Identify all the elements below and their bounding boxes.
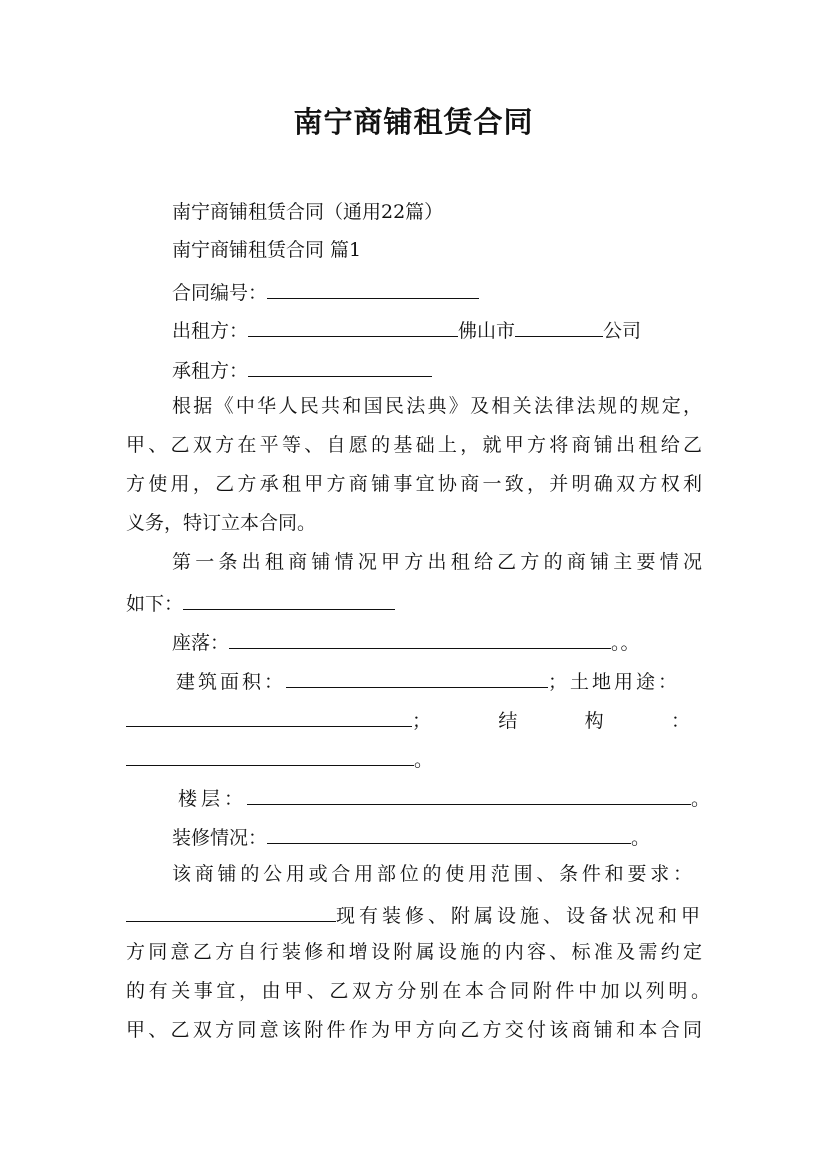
- area-line: [176, 667, 680, 694]
- para2-line-3: 的有关事宜，由甲、乙双方分别在本合同附件中加以列明。: [126, 980, 710, 1002]
- para2-first-text: 现有装修、附属设施、设备状况和甲: [336, 905, 700, 927]
- art1-line-2: [126, 589, 395, 616]
- structure-line: [126, 706, 690, 733]
- lessor-company-blank: [515, 316, 603, 337]
- area-blank: [286, 667, 548, 688]
- contract-no-blank: [267, 278, 479, 299]
- location-blank: [229, 628, 611, 649]
- para2-line-2: 方同意乙方自行装修和增设附属设施的内容、标准及需约定: [126, 941, 702, 963]
- floor-end: 。: [691, 788, 715, 810]
- decor-label: 装修情况：: [172, 827, 268, 849]
- lessor-company: 公司: [603, 320, 642, 342]
- art1-blank: [183, 589, 395, 610]
- para2-line-4: 甲、乙双方同意该附件作为甲方向乙方交付该商铺和本合同: [126, 1019, 702, 1041]
- contract-no-label: 合同编号：: [172, 282, 268, 304]
- area-label: 建筑面积：: [176, 671, 287, 693]
- land-use-blank: [126, 706, 412, 727]
- structure-char-1: 结: [498, 710, 518, 732]
- lessee-blank: [248, 356, 432, 377]
- structure-char-3: ：: [670, 710, 690, 732]
- common-area-blank: [126, 901, 336, 922]
- structure-value-line: [126, 745, 433, 772]
- section-heading: 南宁商铺租赁合同 篇1: [172, 239, 362, 261]
- structure-blank: [126, 745, 414, 766]
- floor-blank: [247, 784, 691, 805]
- structure-end: 。: [414, 749, 434, 771]
- structure-char-2: 构: [584, 710, 604, 732]
- lessor-line: [172, 316, 641, 343]
- structure-sep: ；: [412, 710, 432, 732]
- decor-blank: [267, 823, 631, 844]
- para1-line-1: 根据《中华人民共和国民法典》及相关法律法规的规定，: [172, 395, 702, 417]
- art1-line-1: 第一条出租商铺情况甲方出租给乙方的商铺主要情况: [172, 551, 702, 573]
- floor-label: 楼层：: [178, 788, 248, 810]
- subtitle: 南宁商铺租赁合同（通用22篇）: [172, 201, 444, 223]
- location-end: 。。: [611, 632, 640, 654]
- document-title: 南宁商铺租赁合同: [293, 105, 534, 139]
- decor-line: [172, 823, 650, 850]
- location-line: [172, 628, 640, 655]
- lessee-label: 承租方：: [172, 360, 249, 382]
- location-label: 座落：: [172, 632, 230, 654]
- lessor-city: 佛山市: [458, 320, 516, 342]
- para1-line-4: 义务，特订立本合同。: [126, 512, 317, 534]
- lessor-blank: [248, 316, 458, 337]
- lessee-line: [172, 356, 432, 383]
- contract-no-line: [172, 278, 479, 305]
- common-area-line: 该商铺的公用或合用部位的使用范围、条件和要求：: [172, 863, 692, 885]
- para2-line-1: [126, 901, 700, 928]
- para1-line-3: 方使用，乙方承租甲方商铺事宜协商一致，并明确双方权利: [126, 473, 702, 495]
- lessor-label: 出租方：: [172, 320, 249, 342]
- decor-end: 。: [631, 827, 651, 849]
- para1-line-2: 甲、乙双方在平等、自愿的基础上，就甲方将商铺出租给乙: [126, 434, 702, 456]
- land-use-label: ；土地用途：: [548, 671, 681, 693]
- floor-line: [178, 784, 714, 811]
- art1-line-2-text: 如下：: [126, 593, 184, 615]
